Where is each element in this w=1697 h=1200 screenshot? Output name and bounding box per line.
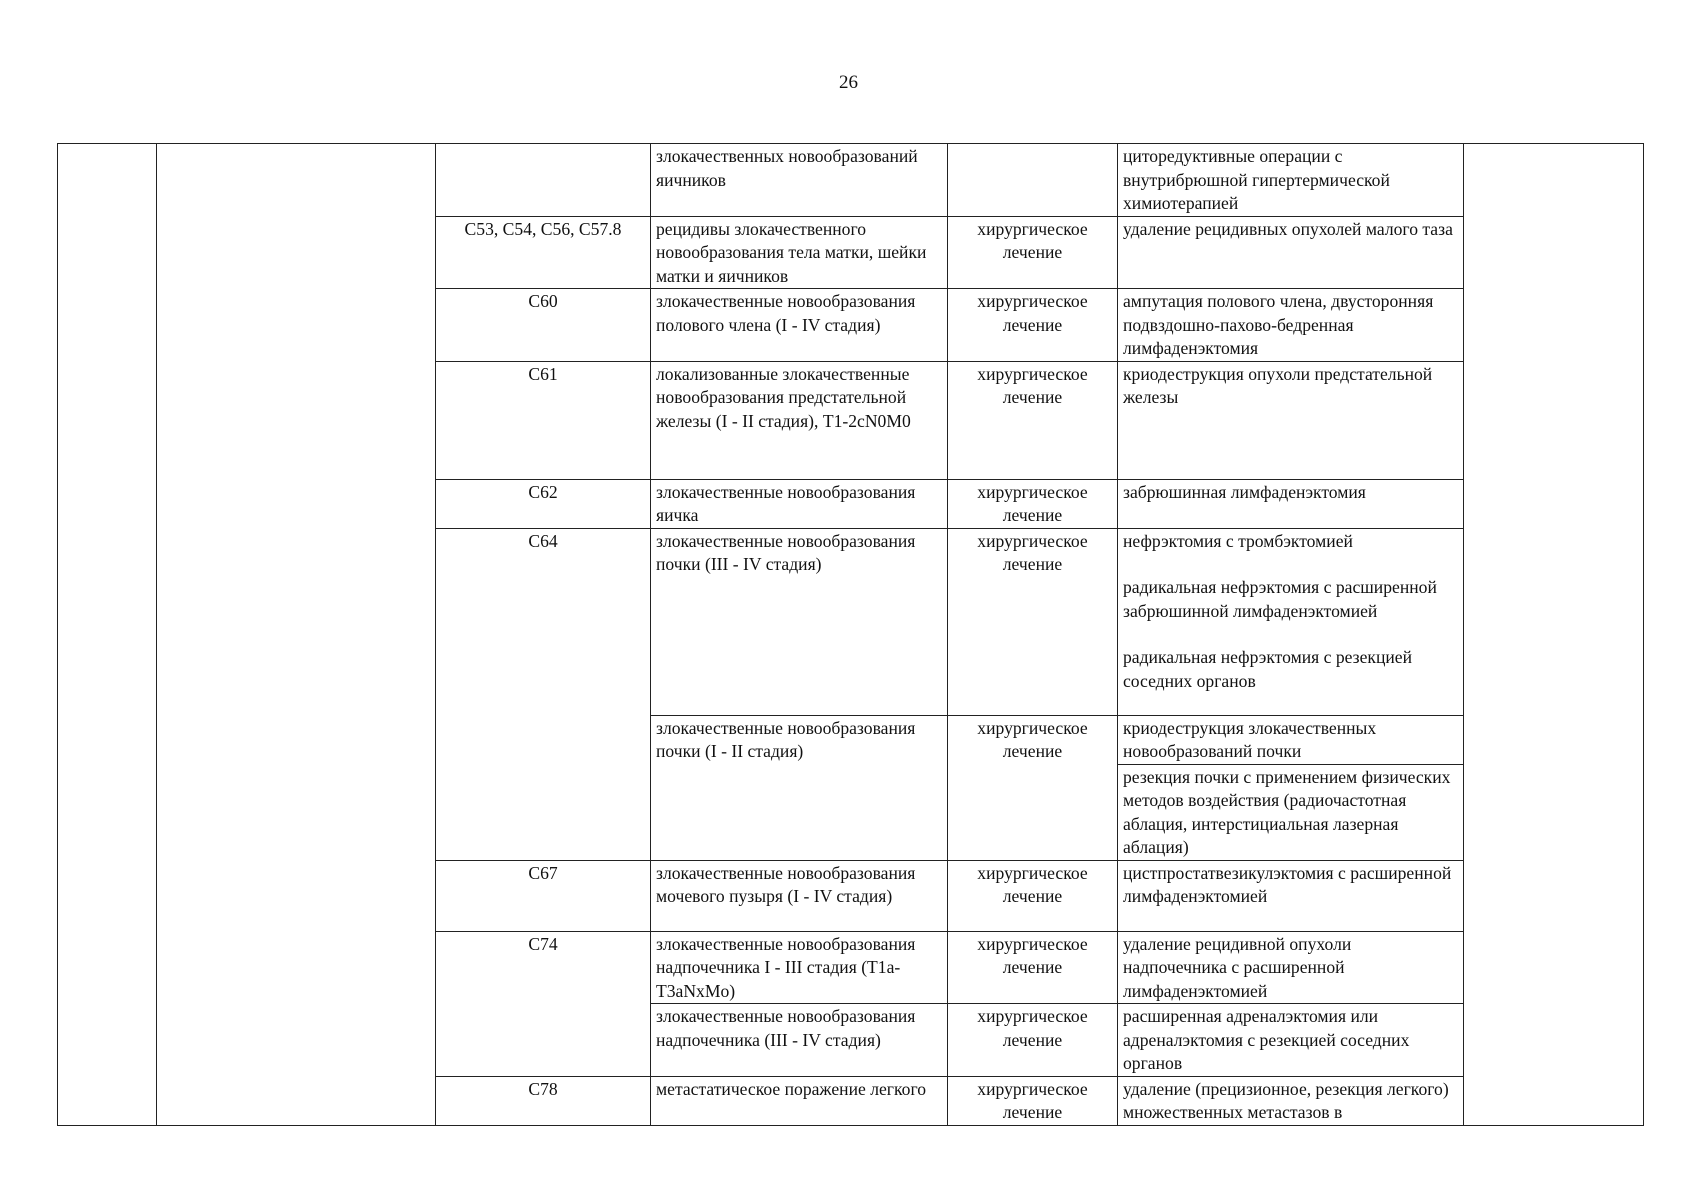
code-cell: C64: [436, 528, 651, 860]
treatment-type-cell: хирургическое лечение: [948, 528, 1118, 715]
treatment-type-cell: [948, 144, 1118, 217]
method-line: нефрэктомия с тромбэктомией: [1123, 530, 1353, 551]
code-cell: C62: [436, 479, 651, 528]
treatment-type-cell: хирургическое лечение: [948, 1076, 1118, 1125]
method-line: радикальная нефрэктомия с расширенной забрюшинной лимфаденэктомией: [1123, 577, 1437, 621]
treatment-type-cell: хирургическое лечение: [948, 361, 1118, 479]
treatment-type-cell: хирургическое лечение: [948, 216, 1118, 289]
diagnosis-cell: метастатическое поражение легкого: [651, 1076, 948, 1125]
diagnosis-cell: злокачественные новообразования яичка: [651, 479, 948, 528]
treatment-table: [57, 143, 1644, 1126]
method-cell: криодеструкция злокачественных новообразований почки: [1118, 715, 1464, 764]
diagnosis-cell: злокачественные новообразования мочевого пузыря (I - IV стадия): [651, 860, 948, 931]
diagnosis-cell: рецидивы злокачественного новообразования тела матки, шейки матки и яичников: [651, 216, 948, 289]
diagnosis-cell: злокачественные новообразования надпочечника I - III стадия (T1a-T3aNxMo): [651, 931, 948, 1004]
treatment-type-cell: хирургическое лечение: [948, 289, 1118, 362]
method-cell: ампутация полового члена, двусторонняя подвздошно-пахово-бедренная лимфаденэктомия: [1118, 289, 1464, 362]
code-cell: C74: [436, 931, 651, 1076]
code-cell: C53, C54, C56, C57.8: [436, 216, 651, 289]
number-column-cell: [58, 144, 157, 1126]
method-cell: расширенная адреналэктомия или адреналэктомия с резекцией соседних органов: [1118, 1004, 1464, 1077]
method-cell: удаление (прецизионное, резекция легкого) множественных метастазов в: [1118, 1076, 1464, 1125]
diagnosis-cell: злокачественные новообразования полового члена (I - IV стадия): [651, 289, 948, 362]
method-cell: циторедуктивные операции с внутрибрюшной гипертермической химиотерапией: [1118, 144, 1464, 217]
treatment-type-cell: хирургическое лечение: [948, 479, 1118, 528]
method-cell: резекция почки с применением физических методов воздействия (радиочастотная аблация, интерстициальная лазерная аблация): [1118, 764, 1464, 860]
method-cell: криодеструкция опухоли предстательной железы: [1118, 361, 1464, 479]
code-cell: C60: [436, 289, 651, 362]
code-cell: [436, 144, 651, 217]
treatment-type-cell: хирургическое лечение: [948, 1004, 1118, 1077]
table-row: [58, 144, 1644, 217]
diagnosis-cell: злокачественные новообразования почки (III - IV стадия): [651, 528, 948, 715]
code-cell: C67: [436, 860, 651, 931]
treatment-type-cell: хирургическое лечение: [948, 715, 1118, 860]
diagnosis-cell: локализованные злокачественные новообразования предстательной железы (I - II стадия), T1-2cN0M0: [651, 361, 948, 479]
method-cell: [1118, 528, 1464, 715]
code-cell: C78: [436, 1076, 651, 1125]
method-line: радикальная нефрэктомия с резекцией соседних органов: [1123, 647, 1413, 691]
diagnosis-cell: злокачественные новообразования почки (I - II стадия): [651, 715, 948, 860]
method-cell: удаление рецидивных опухолей малого таза: [1118, 216, 1464, 289]
method-cell: забрюшинная лимфаденэктомия: [1118, 479, 1464, 528]
diagnosis-cell: злокачественных новообразований яичников: [651, 144, 948, 217]
method-cell: цистпростатвезикулэктомия с расширенной лимфаденэктомией: [1118, 860, 1464, 931]
method-cell: удаление рецидивной опухоли надпочечника с расширенной лимфаденэктомией: [1118, 931, 1464, 1004]
group-column-cell: [157, 144, 436, 1126]
notes-column-cell: [1464, 144, 1644, 1126]
page-number: 26: [839, 72, 858, 93]
diagnosis-cell: злокачественные новообразования надпочечника (III - IV стадия): [651, 1004, 948, 1077]
treatment-type-cell: хирургическое лечение: [948, 931, 1118, 1004]
treatment-type-cell: хирургическое лечение: [948, 860, 1118, 931]
code-cell: C61: [436, 361, 651, 479]
